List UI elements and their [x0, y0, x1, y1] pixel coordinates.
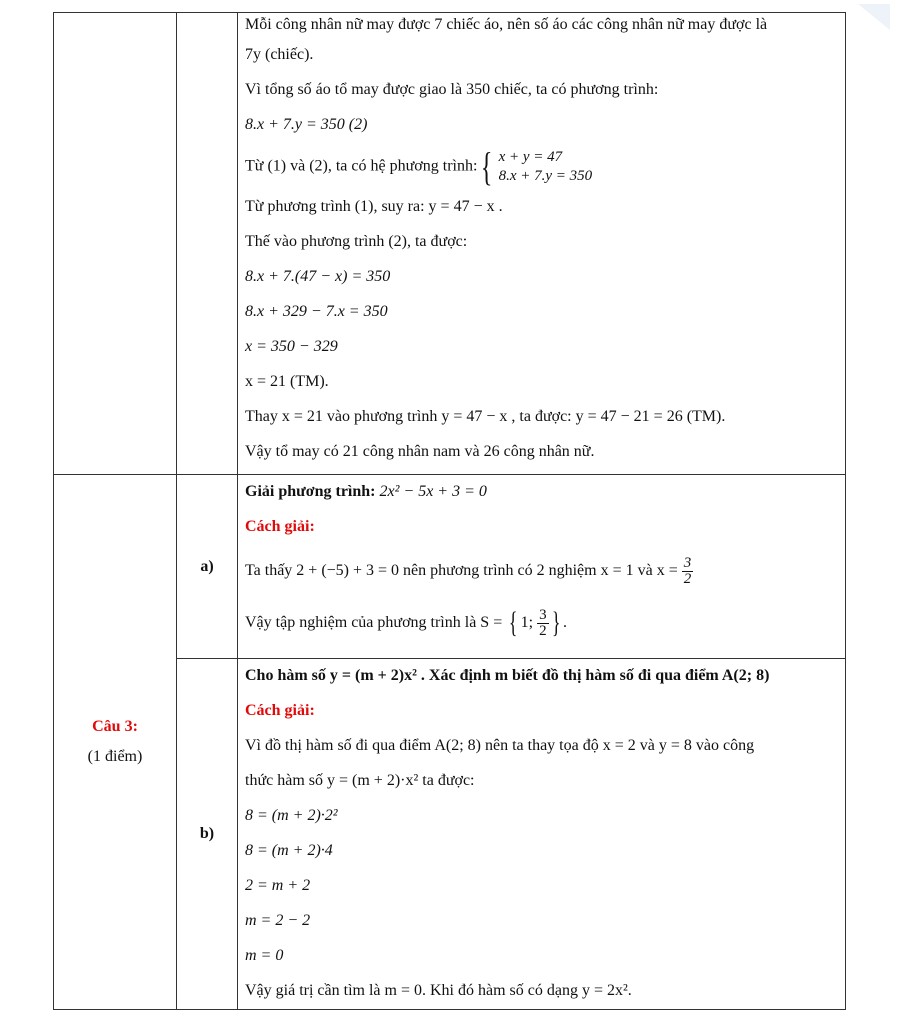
- brace-icon: {: [481, 144, 493, 189]
- part-cell: [177, 659, 238, 1010]
- equation-line: 8.x + 329 − 7.x = 350: [245, 303, 388, 320]
- fraction: [537, 608, 549, 639]
- text-line: Thay x = 21 vào phương trình y = 47 − x , ta được: y = 47 − 21 = 26 (TM).: [245, 408, 726, 425]
- question-points: (1 điểm): [87, 748, 143, 765]
- system-eq-2: 8.x + 7.y = 350: [498, 168, 593, 184]
- set-first: 1;: [520, 614, 534, 631]
- system-eq-1: x + y = 47: [498, 149, 563, 165]
- equation-line: m = 2 − 2: [245, 912, 311, 929]
- text-line: Vậy giá trị cần tìm là m = 0. Khi đó hàm số có dạng y = 2x².: [245, 982, 632, 999]
- solution-table: [53, 12, 846, 1010]
- text-line: Vậy tập nghiệm của phương trình là S = { 1; $\frac{3}{2}$ } .: [245, 601, 845, 645]
- problem-label: Giải phương trình:: [245, 483, 376, 500]
- fraction: [682, 556, 694, 587]
- solution-cell: [238, 475, 846, 659]
- method-heading: Cách giải:: [245, 518, 315, 535]
- question-title: Câu 3:: [92, 718, 138, 735]
- equation-line: 8 = (m + 2)·2²: [245, 807, 338, 824]
- text-line: Thế vào phương trình (2), ta được:: [245, 233, 468, 250]
- table-row: [54, 13, 846, 475]
- brace-icon: }: [551, 606, 561, 640]
- text-line: Mỗi công nhân nữ may được 7 chiếc áo, nên số áo các công nhân nữ may được là: [245, 16, 768, 33]
- equation-line: 8.x + 7.y = 350 (2): [245, 116, 368, 133]
- system-line: [245, 144, 845, 189]
- solution-cell: [238, 659, 846, 1010]
- question-cell: [54, 13, 177, 475]
- problem-statement: Cho hàm số y = (m + 2)x² . Xác định m biết đồ thị hàm số đi qua điểm A(2; 8): [245, 667, 770, 684]
- text-line: Vậy tổ may có 21 công nhân nam và 26 công nhân nữ.: [245, 443, 595, 460]
- question-cell: [54, 475, 177, 1010]
- method-heading: Cách giải:: [245, 702, 315, 719]
- equation-line: x = 21 (TM).: [245, 373, 329, 390]
- system-intro: Từ (1) và (2), ta có hệ phương trình:: [245, 157, 478, 175]
- brace-icon: {: [509, 606, 518, 640]
- text-line: Vì đồ thị hàm số đi qua điểm A(2; 8) nên ta thay tọa độ x = 2 và y = 8 vào công: [245, 737, 755, 754]
- text-line: [245, 549, 845, 593]
- solution-set-text: Vậy tập nghiệm của phương trình là S =: [245, 614, 503, 631]
- equation-line: x = 350 − 329: [245, 338, 338, 355]
- equation-line: 8.x + 7.(47 − x) = 350: [245, 268, 391, 285]
- fraction-denominator: 2: [539, 622, 547, 639]
- part-cell: [177, 13, 238, 475]
- solution-cell: [238, 13, 846, 475]
- part-label-b: b): [199, 825, 215, 842]
- part-cell: [177, 475, 238, 659]
- part-label-a: a): [200, 557, 214, 575]
- roots-text: Ta thấy 2 + (−5) + 3 = 0 nên phương trình có 2 nghiệm x = 1 và x =: [245, 562, 678, 579]
- fraction-numerator: 3: [539, 606, 547, 623]
- text-line: Từ phương trình (1), suy ra: y = 47 − x .: [245, 198, 503, 215]
- text-line: Vì tổng số áo tổ may được giao là 350 chiếc, ta có phương trình:: [245, 81, 659, 98]
- text-line: thức hàm số y = (m + 2)·x² ta được:: [245, 772, 475, 789]
- fraction-denominator: 2: [683, 570, 692, 587]
- equation-line: 2 = m + 2: [245, 877, 311, 894]
- equation-system: [499, 148, 593, 186]
- equation-line: 8 = (m + 2)·4: [245, 842, 333, 859]
- problem-equation: 2x² − 5x + 3 = 0: [379, 483, 487, 500]
- equation-line: m = 0: [245, 947, 284, 964]
- fraction-numerator: 3: [683, 554, 692, 571]
- table-row: [54, 475, 846, 659]
- watermark-icon: [852, 0, 896, 34]
- text-line: 7y (chiếc).: [245, 46, 314, 63]
- problem-statement: [245, 476, 845, 508]
